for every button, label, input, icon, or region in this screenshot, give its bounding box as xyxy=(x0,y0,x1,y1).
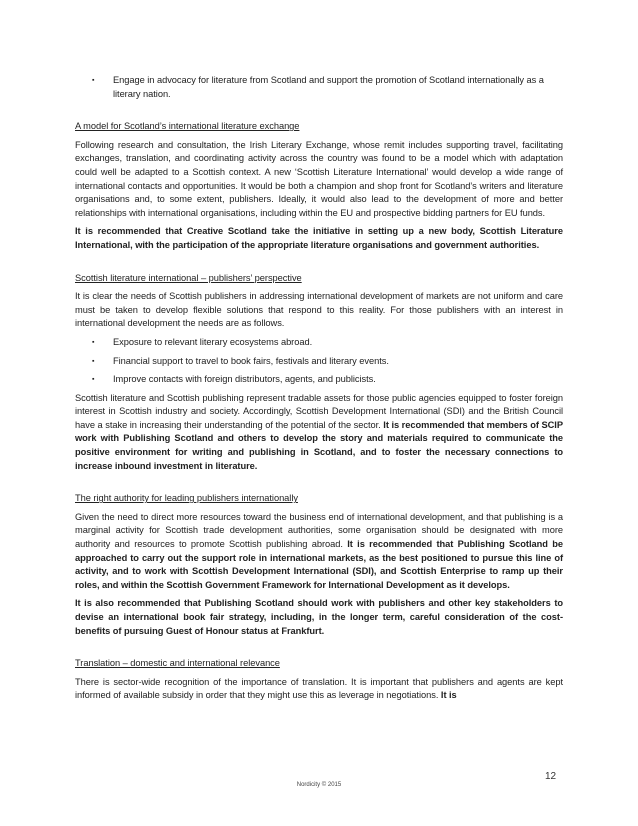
section-heading: A model for Scotland’s international literature exchange xyxy=(75,121,300,132)
list-item: ▪ Improve contacts with foreign distributors, agents, and publicists. xyxy=(75,373,563,387)
list-item: ▪ Financial support to travel to book fairs, festivals and literary events. xyxy=(75,355,563,369)
list-item: ▪ Exposure to relevant literary ecosystems abroad. xyxy=(75,336,563,350)
bullet-icon: ▪ xyxy=(92,357,95,365)
section-heading: Scottish literature international – publishers’ perspective xyxy=(75,272,302,283)
bullet-icon: ▪ xyxy=(92,376,95,384)
bullet-icon: ▪ xyxy=(92,77,95,84)
recommendation: It is recommended that Publishing Scotland be approached to carry out the support role in international markets, as the best positioned to pursue this line of activity, and to work with Scottish Development International (SDI), and Scottish Enterprise to ramp up their roles, and within the Scottish Government Framework for International Development as it develops. xyxy=(75,539,563,590)
paragraph: Following research and consultation, the Irish Literary Exchange, whose remit includes supporting travel, facilitating exchanges, translation, and coordinating activity across the country was found to be a model which with adaptation could well be adapted to a Scottish context. A new ‘Scottish Literature International’ would develop a wide range of international contacts and opportunities. It would be both a champion and shop front for Scotland’s writers and literature organisations and, to some extent, publishers. Ideally, it would also lead to the development of more and better relationships with international organisations, including within the EU and prospective bidding partners for EU funds. xyxy=(75,139,563,218)
paragraph: Scottish literature and Scottish publishing represent tradable assets for those public agencies equipped to foster foreign interest in Scottish industry and society. Accordingly, Scottish Development International (SDI) and the British Council have a stake in increasing their understanding of the potential of the sector. It is recommended that members of SCIP work with Publishing Scotland and others to develop the story and materials required to communicate the positive environment for writing and publishing in Scotland, and to foster the necessary connections to increase inbound investment in literature. xyxy=(75,392,563,471)
page-number: 12 xyxy=(545,771,557,782)
recommendation: It is recommended that Creative Scotland take the initiative in setting up a new body, Scottish Literature International, with the participation of the appropriate literature organisations and government authorities. xyxy=(75,226,563,250)
paragraph: It is clear the needs of Scottish publishers in addressing international development of markets are not uniform and care must be taken to develop flexible solutions that respond to this reality. For those publishers with an interest in international development the needs are as follows. xyxy=(75,291,563,329)
bullet-icon: ▪ xyxy=(92,338,95,346)
bullet-list xyxy=(75,336,563,387)
page-content xyxy=(75,74,563,708)
intro-bullet-list xyxy=(75,74,563,101)
list-item: ▪ Engage in advocacy for literature from Scotland and support the promotion of Scotland internationally as a literary nation. xyxy=(92,75,544,99)
section-heading: The right authority for leading publishers internationally xyxy=(75,493,298,504)
recommendation: It is xyxy=(440,690,457,701)
paragraph: Given the need to direct more resources toward the business end of international development, and that publishing is a marginal activity for Scottish trade development authorities, some organisation should be designated with more authority and resources to promote Scottish publishing abroad. It is recommended that Publishing Scotland be approached to carry out the support role in international markets, as the best positioned to pursue this line of activity, and to work with Scottish Development International (SDI), and Scottish Enterprise to ramp up their roles, and within the Scottish Government Framework for International Development as it develops. xyxy=(75,511,563,590)
footer-copyright: Nordicity © 2015 xyxy=(296,782,342,788)
section-heading: Translation – domestic and international relevance xyxy=(75,658,280,669)
paragraph: There is sector-wide recognition of the importance of translation. It is important that publishers and agents are kept informed of available subsidy in order that they might use this as leverage in negotiations. It is xyxy=(75,676,563,701)
recommendation: It is recommended that members of SCIP work with Publishing Scotland and others to develop the story and materials required to communicate the positive environment for writing and publishing in Scotland, and to foster the necessary connections to increase inbound investment in literature. xyxy=(75,419,563,471)
recommendation: It is also recommended that Publishing Scotland should work with publishers and other key stakeholders to devise an international book fair strategy, including, in the longer term, careful consideration of the cost-benefits of pursuing Guest of Honour status at Frankfurt. xyxy=(75,598,563,636)
